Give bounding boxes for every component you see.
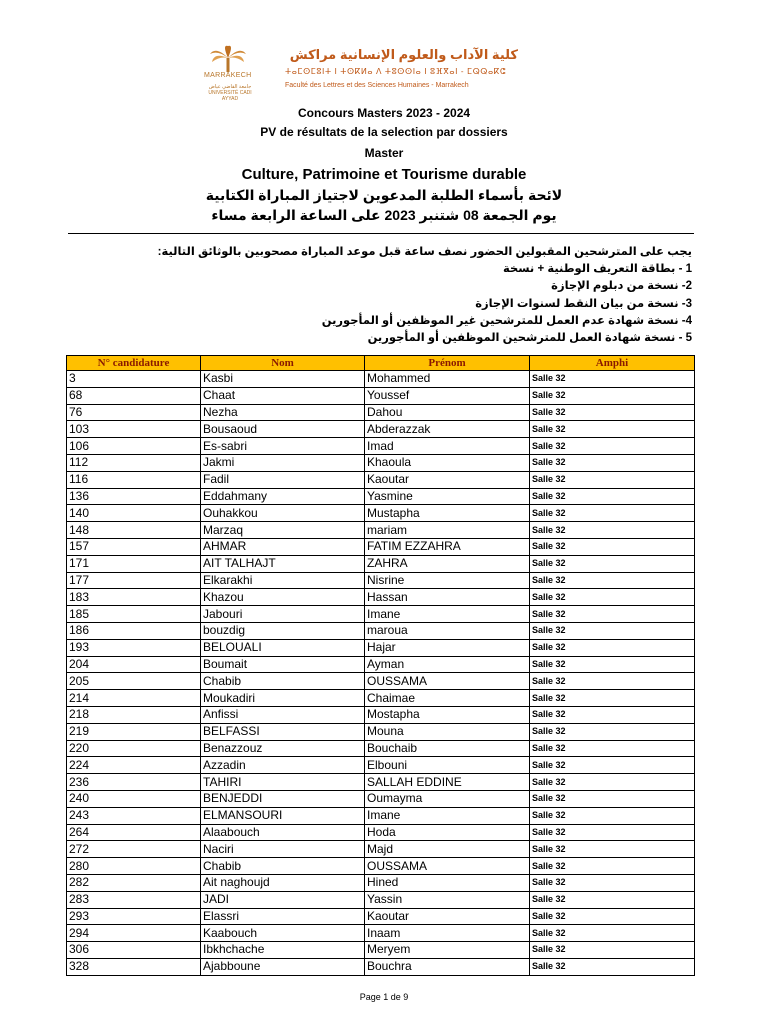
cell-candidature-number: 3 — [67, 371, 201, 388]
table-row — [67, 371, 695, 388]
cell-last-name: BENJEDDI — [201, 790, 365, 807]
cell-amphi: Salle 32 — [530, 824, 695, 841]
cell-candidature-number: 112 — [67, 454, 201, 471]
cell-amphi: Salle 32 — [530, 690, 695, 707]
cell-last-name: Es-sabri — [201, 438, 365, 455]
cell-first-name: ZAHRA — [365, 555, 530, 572]
cell-candidature-number: 224 — [67, 757, 201, 774]
cell-candidature-number: 240 — [67, 790, 201, 807]
cell-last-name: Chabib — [201, 858, 365, 875]
cell-candidature-number: 205 — [67, 673, 201, 690]
cell-amphi: Salle 32 — [530, 673, 695, 690]
cell-candidature-number: 140 — [67, 505, 201, 522]
cell-amphi: Salle 32 — [530, 908, 695, 925]
column-header-nom: Nom — [201, 356, 365, 371]
cell-last-name: Benazzouz — [201, 740, 365, 757]
page-number: Page 1 de 9 — [359, 992, 409, 1002]
cell-amphi: Salle 32 — [530, 387, 695, 404]
cell-first-name: FATIM EZZAHRA — [365, 538, 530, 555]
cell-candidature-number: 218 — [67, 706, 201, 723]
requirement-item: 1 - بطاقة التعريف الوطنية + نسخة — [502, 263, 692, 276]
cell-last-name: Chabib — [201, 673, 365, 690]
candidates-table — [66, 355, 695, 976]
cell-amphi: Salle 32 — [530, 639, 695, 656]
table-row — [67, 505, 695, 522]
cell-first-name: Hajar — [365, 639, 530, 656]
cell-amphi: Salle 32 — [530, 774, 695, 791]
table-row — [67, 723, 695, 740]
cell-amphi: Salle 32 — [530, 371, 695, 388]
program-title: Culture, Patrimoine et Tourisme durable — [241, 166, 527, 183]
cell-last-name: AIT TALHAJT — [201, 555, 365, 572]
cell-candidature-number: 280 — [67, 858, 201, 875]
cell-amphi: Salle 32 — [530, 622, 695, 639]
table-row — [67, 421, 695, 438]
cell-amphi: Salle 32 — [530, 925, 695, 942]
cell-candidature-number: 306 — [67, 942, 201, 959]
cell-candidature-number: 116 — [67, 471, 201, 488]
cell-amphi: Salle 32 — [530, 538, 695, 555]
cell-amphi: Salle 32 — [530, 421, 695, 438]
table-row — [67, 908, 695, 925]
cell-first-name: mariam — [365, 522, 530, 539]
cell-first-name: Kaoutar — [365, 908, 530, 925]
cell-candidature-number: 328 — [67, 958, 201, 975]
cell-first-name: Bouchra — [365, 958, 530, 975]
cell-candidature-number: 243 — [67, 807, 201, 824]
cell-last-name: BELOUALI — [201, 639, 365, 656]
cell-candidature-number: 186 — [67, 622, 201, 639]
cell-last-name: Khazou — [201, 589, 365, 606]
cell-candidature-number: 264 — [67, 824, 201, 841]
cell-candidature-number: 214 — [67, 690, 201, 707]
table-row — [67, 555, 695, 572]
cell-first-name: Hoda — [365, 824, 530, 841]
table-row — [67, 622, 695, 639]
cell-candidature-number: 293 — [67, 908, 201, 925]
pv-title: PV de résultats de la selection par dossiers — [260, 125, 508, 139]
cell-last-name: Chaat — [201, 387, 365, 404]
cell-last-name: Azzadin — [201, 757, 365, 774]
cell-last-name: bouzdig — [201, 622, 365, 639]
table-row — [67, 656, 695, 673]
cell-first-name: Mostapha — [365, 706, 530, 723]
cell-amphi: Salle 32 — [530, 942, 695, 959]
table-row — [67, 925, 695, 942]
cell-first-name: Nisrine — [365, 572, 530, 589]
requirement-item: 2- نسخة من دبلوم الإجازة — [551, 280, 692, 293]
cell-last-name: BELFASSI — [201, 723, 365, 740]
table-row — [67, 807, 695, 824]
cell-last-name: Naciri — [201, 841, 365, 858]
requirement-item: 5 - نسخة شهادة العمل للمترشحين الموظفين أو المأجورين — [367, 332, 692, 345]
requirement-item: 4- نسخة شهادة عدم العمل للمترشحين غير الموظفين أو المأجورين — [321, 314, 692, 327]
cell-amphi: Salle 32 — [530, 858, 695, 875]
table-row — [67, 841, 695, 858]
requirements-intro: يجب على المترشحين المقبولين الحضور نصف ساعة قبل موعد المباراة مصحوبين بالوثائق التالية: — [157, 246, 692, 258]
cell-amphi: Salle 32 — [530, 706, 695, 723]
cell-last-name: Kasbi — [201, 371, 365, 388]
cell-amphi: Salle 32 — [530, 841, 695, 858]
cell-candidature-number: 283 — [67, 891, 201, 908]
palm-logo-icon — [208, 44, 248, 74]
faculty-name-tifinagh: ⵜⴰⵎⵙⵎⵓⵏⵜ ⵏ ⵜⵙⴽⵍⴰ ⴷ ⵜⵓⵙⵙⵏⴰ ⵏ ⵓⴼⴳⴰⵏ - ⵎⵕⵕⴰⴽⵛ — [285, 67, 507, 76]
faculty-name-arabic: كلية الآداب والعلوم الإنسانية مراكش — [289, 47, 518, 62]
cell-candidature-number: 220 — [67, 740, 201, 757]
cell-last-name: Marzaq — [201, 522, 365, 539]
cell-amphi: Salle 32 — [530, 471, 695, 488]
cell-first-name: Ayman — [365, 656, 530, 673]
cell-last-name: Bousaoud — [201, 421, 365, 438]
arabic-list-title: لائحة بأسماء الطلبة المدعوين لاجتياز المباراة الكتابية — [205, 187, 563, 203]
faculty-name-french: Faculté des Lettres et des Sciences Humaines - Marrakech — [285, 82, 469, 89]
logo-university: جامعة القاضي عياض UNIVERSITÉ CADI AYYAD — [208, 84, 252, 102]
cell-last-name: Eddahmany — [201, 488, 365, 505]
cell-candidature-number: 177 — [67, 572, 201, 589]
cell-candidature-number: 103 — [67, 421, 201, 438]
table-row — [67, 471, 695, 488]
cell-candidature-number: 294 — [67, 925, 201, 942]
cell-candidature-number: 185 — [67, 606, 201, 623]
cell-amphi: Salle 32 — [530, 454, 695, 471]
cell-candidature-number: 219 — [67, 723, 201, 740]
table-row — [67, 522, 695, 539]
cell-amphi: Salle 32 — [530, 606, 695, 623]
table-row — [67, 538, 695, 555]
cell-first-name: OUSSAMA — [365, 673, 530, 690]
table-row — [67, 958, 695, 975]
cell-candidature-number: 183 — [67, 589, 201, 606]
cell-first-name: Mouna — [365, 723, 530, 740]
cell-last-name: Ibkhchache — [201, 942, 365, 959]
table-row — [67, 790, 695, 807]
cell-last-name: Elkarakhi — [201, 572, 365, 589]
cell-first-name: Mustapha — [365, 505, 530, 522]
cell-amphi: Salle 32 — [530, 505, 695, 522]
cell-amphi: Salle 32 — [530, 757, 695, 774]
table-row — [67, 454, 695, 471]
cell-first-name: Meryem — [365, 942, 530, 959]
cell-amphi: Salle 32 — [530, 740, 695, 757]
cell-amphi: Salle 32 — [530, 656, 695, 673]
cell-last-name: Kaabouch — [201, 925, 365, 942]
cell-first-name: Yasmine — [365, 488, 530, 505]
table-row — [67, 589, 695, 606]
table-row — [67, 858, 695, 875]
table-row — [67, 942, 695, 959]
cell-first-name: Yassin — [365, 891, 530, 908]
cell-last-name: JADI — [201, 891, 365, 908]
header-divider — [68, 233, 694, 234]
degree-label: Master — [364, 146, 404, 160]
cell-last-name: ELMANSOURI — [201, 807, 365, 824]
cell-amphi: Salle 32 — [530, 572, 695, 589]
cell-amphi: Salle 32 — [530, 891, 695, 908]
cell-first-name: Hassan — [365, 589, 530, 606]
concours-title: Concours Masters 2023 - 2024 — [297, 106, 471, 120]
cell-first-name: Elbouni — [365, 757, 530, 774]
cell-candidature-number: 193 — [67, 639, 201, 656]
cell-first-name: Imane — [365, 807, 530, 824]
cell-first-name: Majd — [365, 841, 530, 858]
cell-amphi: Salle 32 — [530, 790, 695, 807]
arabic-exam-date: يوم الجمعة 08 شتنبر 2023 على الساعة الرابعة مساء — [211, 207, 557, 223]
column-header-prenom: Prénom — [365, 356, 530, 371]
cell-last-name: Jabouri — [201, 606, 365, 623]
table-row — [67, 572, 695, 589]
table-row — [67, 740, 695, 757]
requirements-block — [158, 244, 692, 347]
cell-candidature-number: 272 — [67, 841, 201, 858]
cell-first-name: Imane — [365, 606, 530, 623]
cell-first-name: Khaoula — [365, 454, 530, 471]
cell-candidature-number: 68 — [67, 387, 201, 404]
cell-last-name: Elassri — [201, 908, 365, 925]
table-row — [67, 706, 695, 723]
cell-amphi: Salle 32 — [530, 404, 695, 421]
requirement-item: 3- نسخة من بيان النقط لسنوات الإجازة — [475, 297, 692, 310]
cell-first-name: Abderazzak — [365, 421, 530, 438]
cell-last-name: Ajabboune — [201, 958, 365, 975]
cell-last-name: Boumait — [201, 656, 365, 673]
cell-first-name: Kaoutar — [365, 471, 530, 488]
university-logo — [200, 44, 266, 104]
cell-candidature-number: 148 — [67, 522, 201, 539]
cell-first-name: SALLAH EDDINE — [365, 774, 530, 791]
table-row — [67, 774, 695, 791]
cell-amphi: Salle 32 — [530, 555, 695, 572]
table-header-row — [67, 356, 695, 371]
cell-first-name: Imad — [365, 438, 530, 455]
cell-amphi: Salle 32 — [530, 522, 695, 539]
cell-last-name: Alaabouch — [201, 824, 365, 841]
cell-first-name: Chaimae — [365, 690, 530, 707]
column-header-candidature: N° candidature — [67, 356, 201, 371]
cell-candidature-number: 236 — [67, 774, 201, 791]
cell-first-name: Bouchaib — [365, 740, 530, 757]
cell-candidature-number: 106 — [67, 438, 201, 455]
table-row — [67, 757, 695, 774]
cell-last-name: Anfissi — [201, 706, 365, 723]
cell-first-name: OUSSAMA — [365, 858, 530, 875]
cell-amphi: Salle 32 — [530, 488, 695, 505]
table-row — [67, 639, 695, 656]
table-row — [67, 404, 695, 421]
cell-last-name: TAHIRI — [201, 774, 365, 791]
logo-city: MARRAKECH — [204, 72, 252, 79]
cell-first-name: Youssef — [365, 387, 530, 404]
cell-last-name: AHMAR — [201, 538, 365, 555]
table-row — [67, 387, 695, 404]
table-row — [67, 891, 695, 908]
cell-first-name: Dahou — [365, 404, 530, 421]
table-row — [67, 438, 695, 455]
cell-candidature-number: 157 — [67, 538, 201, 555]
cell-last-name: Fadil — [201, 471, 365, 488]
cell-amphi: Salle 32 — [530, 807, 695, 824]
cell-amphi: Salle 32 — [530, 874, 695, 891]
table-row — [67, 606, 695, 623]
cell-last-name: Jakmi — [201, 454, 365, 471]
cell-amphi: Salle 32 — [530, 723, 695, 740]
cell-amphi: Salle 32 — [530, 589, 695, 606]
cell-last-name: Ouhakkou — [201, 505, 365, 522]
cell-candidature-number: 76 — [67, 404, 201, 421]
cell-amphi: Salle 32 — [530, 438, 695, 455]
cell-candidature-number: 282 — [67, 874, 201, 891]
cell-last-name: Nezha — [201, 404, 365, 421]
cell-candidature-number: 171 — [67, 555, 201, 572]
table-row — [67, 673, 695, 690]
table-row — [67, 824, 695, 841]
cell-amphi: Salle 32 — [530, 958, 695, 975]
cell-first-name: Oumayma — [365, 790, 530, 807]
cell-candidature-number: 204 — [67, 656, 201, 673]
table-row — [67, 488, 695, 505]
cell-last-name: Moukadiri — [201, 690, 365, 707]
cell-candidature-number: 136 — [67, 488, 201, 505]
column-header-amphi: Amphi — [530, 356, 695, 371]
cell-first-name: maroua — [365, 622, 530, 639]
cell-first-name: Inaam — [365, 925, 530, 942]
cell-first-name: Hined — [365, 874, 530, 891]
cell-last-name: Ait naghoujd — [201, 874, 365, 891]
cell-first-name: Mohammed — [365, 371, 530, 388]
table-row — [67, 874, 695, 891]
table-row — [67, 690, 695, 707]
